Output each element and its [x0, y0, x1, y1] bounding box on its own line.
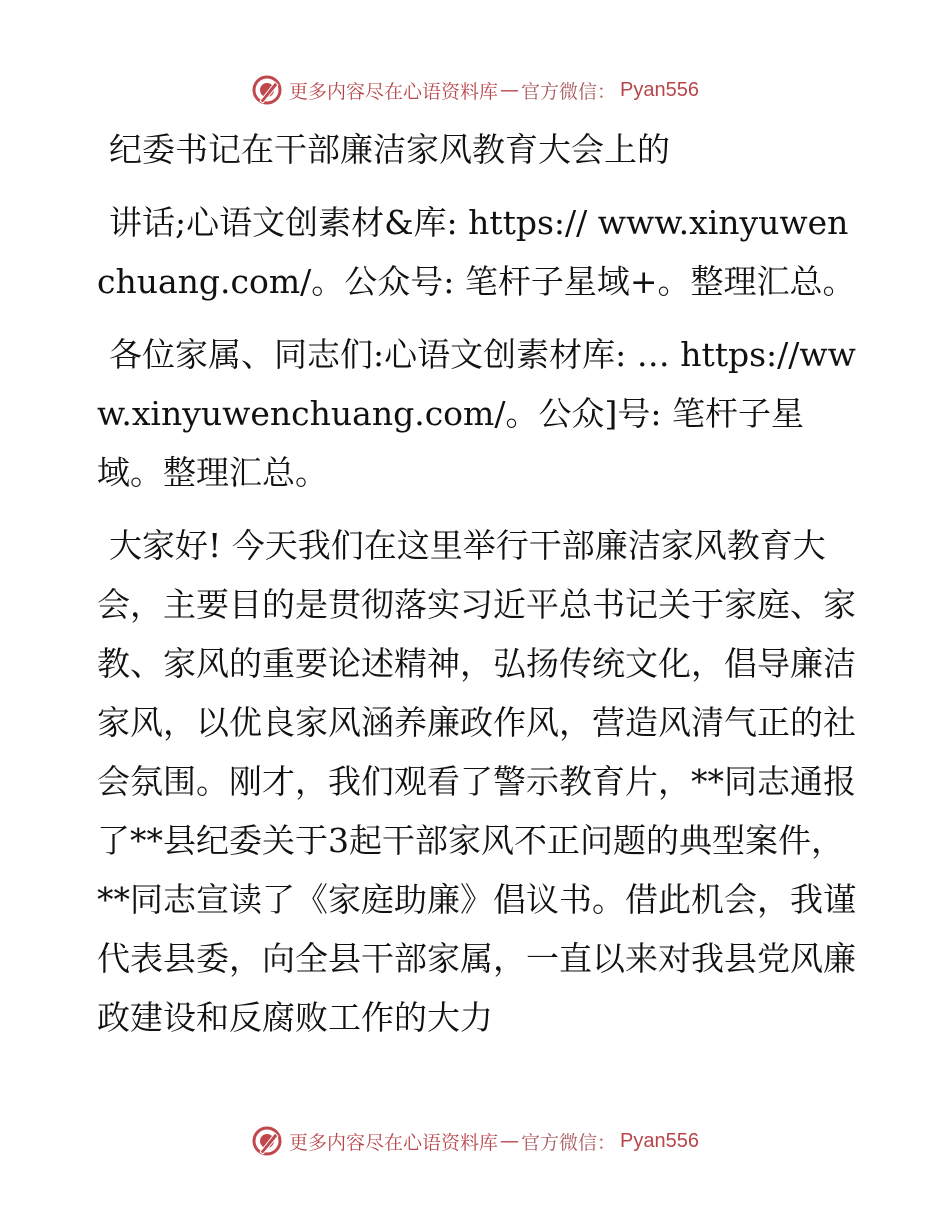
paragraph-text: 讲话;心语文创素材&库: https:// www.xinyuwenchuang.com/。公众号: 笔杆子星域+。整理汇总。 [97, 203, 856, 301]
banner-main-text: 更多内容尽在心语资料库 [289, 1131, 499, 1154]
document-body [97, 120, 857, 1047]
banner-text [289, 1128, 699, 1155]
footer-banner [0, 1121, 950, 1161]
paragraph-3 [97, 516, 857, 1047]
paragraph-1 [97, 193, 857, 311]
banner-wechat-label: 官方微信： [521, 1131, 617, 1154]
banner-text [289, 77, 699, 104]
banner-wechat-id: Pyan556 [620, 1129, 699, 1152]
title-line: 纪委书记在干部廉洁家风教育大会上的 [109, 130, 670, 169]
banner-wechat-id: Pyan556 [620, 78, 699, 101]
document-title [97, 120, 857, 179]
banner-wechat-label: 官方微信： [521, 80, 617, 103]
paragraph-text: 各位家属、同志们:心语文创素材库: … https://www.xinyuwenchuang.com/。公众]号: 笔杆子星域。整理汇总。 [97, 335, 856, 492]
paragraph-2 [97, 325, 857, 502]
banner-separator: — [500, 1130, 520, 1152]
paragraph-text: 大家好! 今天我们在这里举行干部廉洁家风教育大会，主要目的是贯彻落实习近平总书记关于家庭、家教、家风的重要论述精神，弘扬传统文化，倡导廉洁家风，以优良家风涵养廉政作风，营造风清气正的社会氛围。刚才，我们观看了警示教育片，**同志通报了**县纪委关于3起干部家风不正问题的典型案件，**同志宣读了《家庭助廉》倡议书。借此机会，我谨代表县委，向全县干部家属，一直以来对我县党风廉政建设和反腐败工作的大力 [97, 526, 856, 1037]
pen-logo-icon [251, 74, 283, 106]
banner-main-text: 更多内容尽在心语资料库 [289, 80, 499, 103]
header-banner [0, 70, 950, 110]
pen-logo-icon [251, 1125, 283, 1157]
banner-separator: — [500, 79, 520, 101]
